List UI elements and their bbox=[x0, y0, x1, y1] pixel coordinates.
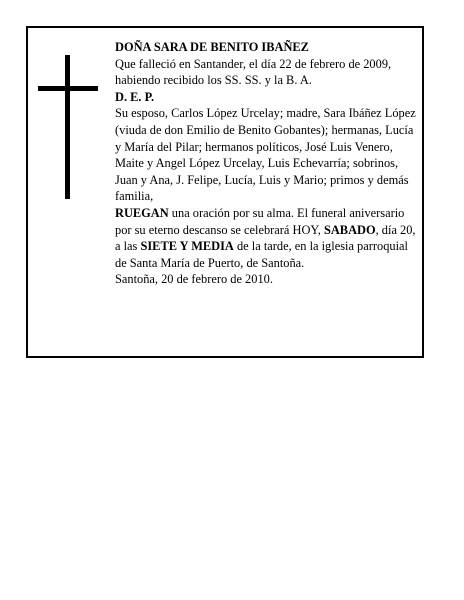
cross-horizontal-bar bbox=[38, 86, 98, 91]
death-line: Que falleció en Santander, el día 22 de febrero de 2009, habiendo recibido los SS. SS. y la B. A. bbox=[115, 56, 392, 88]
request-text-1: una oración por su alma. El funeral aniversario por su eterno descanso se celebrará HOY, bbox=[115, 205, 405, 237]
cross-vertical-bar bbox=[65, 55, 70, 199]
deceased-name: DOÑA SARA DE BENITO IBAÑEZ bbox=[115, 40, 309, 54]
latin-cross-icon bbox=[38, 55, 98, 199]
day-word: SABADO bbox=[323, 222, 376, 237]
family-paragraph: Su esposo, Carlos López Urcelay; madre, Sara Ibáñez López (viuda de don Emilio de Benito Gobantes); hermanas, Lucía y María del Pilar; hermanos políticos, José Luis Venero, Maite y Angel López Urcelay, Luis Echevarría; sobrinos, Juan y Ana, J. Felipe, Lucía, Luis y Mario; primos y demás familia, bbox=[115, 106, 416, 204]
obituary-notice bbox=[26, 26, 424, 358]
ruegan-word: RUEGAN bbox=[115, 205, 169, 220]
notice-text bbox=[115, 39, 421, 288]
request-paragraph bbox=[115, 205, 421, 271]
place-date-line: Santoña, 20 de febrero de 2010. bbox=[115, 272, 273, 287]
rip-line: D. E. P. bbox=[115, 89, 155, 104]
time-words: SIETE Y MEDIA bbox=[140, 239, 234, 254]
request-text-3: de la tarde, en la iglesia parroquial de Santa María de Puerto, de Santoña. bbox=[115, 239, 408, 270]
request-text-2: , día 20, a las bbox=[115, 222, 416, 254]
